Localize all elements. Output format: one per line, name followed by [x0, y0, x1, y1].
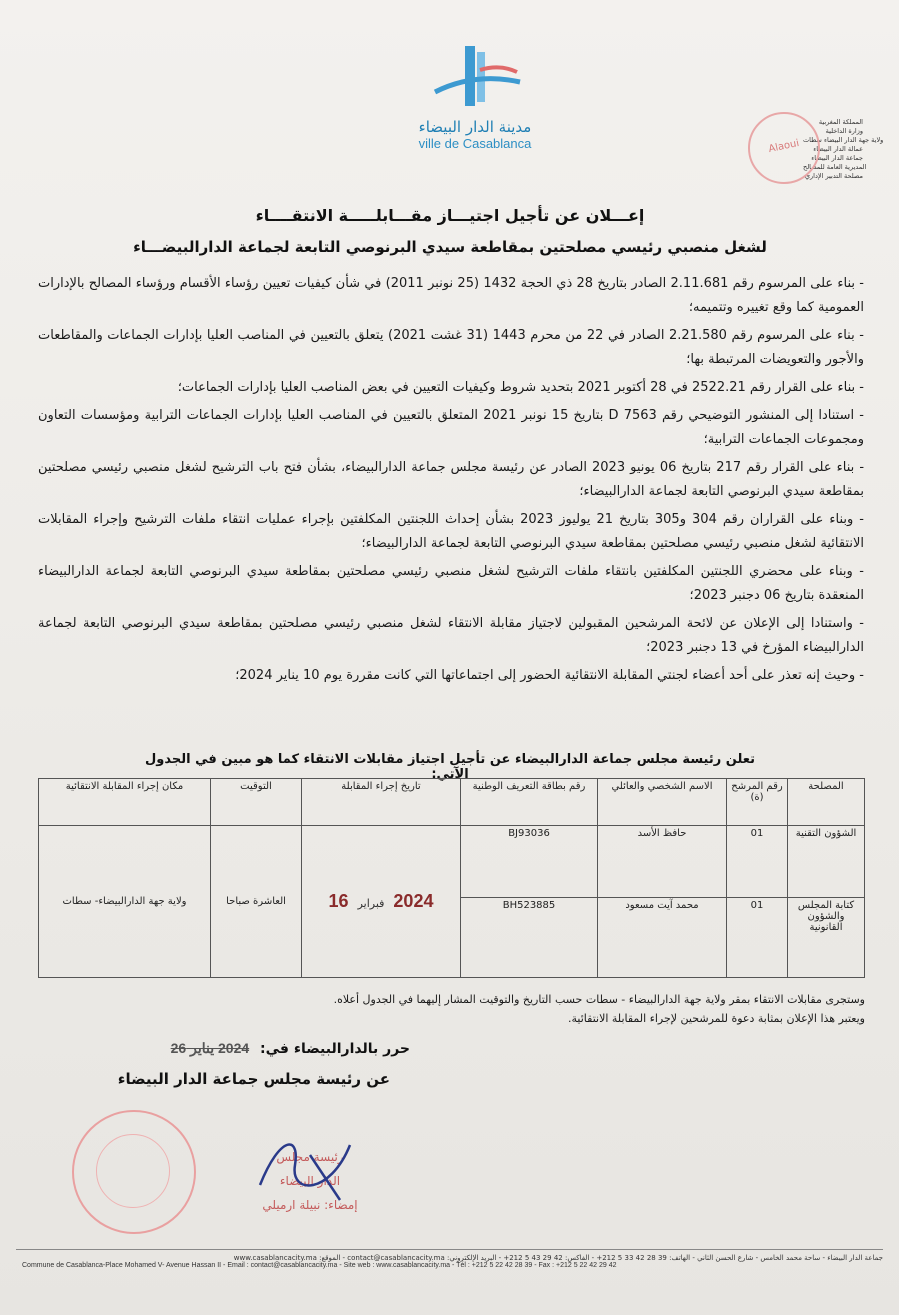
sign-line: الدار البيضاء — [279, 1174, 341, 1188]
service-cell: الشؤون التقنية — [788, 826, 865, 898]
paragraph: - واستنادا إلى الإعلان عن لائحة المرشحين المقبولين لاجتياز مقابلة الانتقاء لشغل منصبي رئيسي مصلحتين بمقاطعة سيدي البرنوصي التابعة لجماعة الدارالبيضاء المؤرخ في 13 دجنبر 2023؛ — [38, 616, 864, 655]
paragraph: - بناء على المرسوم رقم 2.21.580 الصادر في 22 من محرم 1443 (31 غشت 2021) يتعلق بالتعيين في المناصب العليا بإدارات الجماعات والمقاطعات والأجور والتعويضات المرتبطة بها؛ — [38, 328, 864, 367]
interview-date-cell — [302, 826, 461, 978]
seal-inner-ring — [96, 1134, 170, 1208]
footer-arabic: جماعة الدار البيضاء - ساحة محمد الخامس - شارع الحسن الثاني - الهاتف: 39 28 42 33 5 212+ - الفاكس: 42 29 43 5 212+ - البريد الإلكتروني: contact@casablancacity.ma - الموقع: www.casablancacity.ma — [233, 1254, 883, 1262]
header-cell: تاريخ إجراء المقابلة — [302, 779, 461, 826]
date-month: فبراير — [357, 897, 385, 910]
header-line: مصلحة التدبير الإداري — [804, 172, 863, 180]
cin-cell: BH523885 — [461, 898, 598, 978]
place-cell: ولاية جهة الدارالبيضاء- سطات — [39, 826, 211, 978]
sign-line: إمضاء: نبيلة ارميلي — [262, 1198, 358, 1212]
paragraph: - بناء على المرسوم رقم 2.11.681 الصادر بتاريخ 28 ذي الحجة 1432 (25 نونبر 2011) في شأن كيفيات تعيين رؤساء الأقسام ورؤساء المصالح بالإدارات العمومية كما وقع تغييره وتتميمه؛ — [38, 276, 865, 315]
closing-notes — [300, 990, 865, 1028]
paragraph: - استنادا إلى المنشور التوضيحي رقم D 7563 بتاريخ 15 نونبر 2021 المتعلق بالتعيين في المناصب العليا بإدارات الجماعات الترابية ومؤسسات التعاون ومجموعات الجماعات الترابية؛ — [38, 408, 864, 447]
casablanca-logo-icon — [425, 42, 525, 112]
header-cell: التوقيت — [211, 779, 302, 826]
paragraph: - وحيث إنه تعذر على أحد أعضاء لجنتي المقابلة الانتقائية الحضور إلى اجتماعاتها التي كانت مقررة يوم 10 يناير 2024؛ — [235, 668, 864, 683]
note-line: وستجرى مقابلات الانتقاء بمقر ولاية جهة الدارالبيضاء - سطات حسب التاريخ والتوقيت المشار إليهما في الجدول أعلاه. — [333, 993, 865, 1006]
time-cell: العاشرة صباحا — [211, 826, 302, 978]
cin-cell: BJ93036 — [461, 826, 598, 898]
page-footer — [0, 1245, 899, 1269]
legal-basis-text — [38, 272, 864, 692]
header-line: وزارة الداخلية — [825, 127, 863, 135]
paragraph: - بناء على القرار رقم 2522.21 في 28 أكتوبر 2021 بتحديد شروط وكيفيات التعيين في بعض المناصب العليا بإدارات الجماعات؛ — [177, 380, 864, 395]
received-stamp — [748, 112, 820, 184]
city-logo — [395, 42, 555, 151]
logo-french-text: ville de Casablanca — [418, 136, 532, 151]
header-line: عمالة الدار البيضاء — [813, 145, 863, 153]
service-cell: كتابة المجلس والشؤون القانونية — [788, 898, 865, 978]
handwritten-signature-icon — [240, 1125, 380, 1205]
candidate-number-cell: 01 — [727, 826, 788, 898]
date-day: 16 — [328, 891, 349, 911]
signed-at-line — [90, 1040, 410, 1057]
table-intro: تعلن رئيسة مجلس جماعة الدارالبيضاء عن تأجيل اجتياز مقابلات الانتقاء كما هو مبين في الجدول الآتي: — [145, 752, 755, 782]
header-cell: مكان إجراء المقابلة الانتقائية — [39, 779, 211, 826]
table-row — [39, 826, 865, 898]
paragraph: - وبناء على القراران رقم 304 و305 بتاريخ 21 يوليوز 2023 بشأن إحداث اللجنتين المكلفتين بإجراء عمليات انتقاء ملفات الترشيح وإجراء المقابلات الانتقائية لشغل منصبي رئيسي مصلحتين بمقاطعة سيدي البرنوصي التابعة لجماعة الدارالبيضاء؛ — [38, 512, 864, 551]
header-line: المديرية العامة للمصالح — [803, 163, 867, 171]
struck-date: 2024 يناير 26 — [170, 1040, 250, 1056]
header-line: المملكة المغربية — [818, 118, 863, 126]
table-header-row — [39, 779, 865, 826]
official-seal — [72, 1110, 196, 1234]
stamp-text: Alaoui — [767, 137, 801, 156]
signature-block — [230, 1145, 390, 1217]
candidate-name-cell: محمد آيت مسعود — [598, 898, 727, 978]
footer-divider — [16, 1249, 883, 1250]
announcement-title: إعـــلان عن تأجيل اجتيـــاز مقـــابلـــــة الانتقــــاء — [255, 206, 645, 225]
logo-arabic-text: مدينة الدار البيضاء — [418, 118, 532, 136]
interview-schedule-table — [38, 778, 865, 978]
header-cell: المصلحة — [788, 779, 865, 826]
header-line: جماعة الدار البيضاء — [811, 154, 863, 162]
header-line: ولاية جهة الدار البيضاء سطات — [803, 136, 884, 144]
header-cell: رقم المرشح (ة) — [727, 779, 788, 826]
paragraph: - وبناء على محضري اللجنتين المكلفتين بانتقاء ملفات الترشيح لشغل منصبي رئيسي مصلحتين بمقاطعة سيدي البرنوصي التابعة لجماعة الدارالبيضاء المنعقدة بتاريخ 06 دجنبر 2023؛ — [38, 564, 864, 603]
date-stamp — [329, 891, 434, 911]
paragraph: - بناء على القرار رقم 217 بتاريخ 06 يونيو 2023 الصادر عن رئيسة مجلس جماعة الدارالبيضاء، بشأن فتح باب الترشيح لشغل منصبي رئيسي مصلحتين بمقاطعة سيدي البرنوصي التابعة لجماعة الدارالبيضاء؛ — [38, 460, 865, 499]
announcement-subtitle: لشغل منصبي رئيسي مصلحتين بمقاطعة سيدي البرنوصي التابعة لجماعة الدارالبيضـــاء — [133, 238, 767, 256]
candidate-name-cell: حافظ الأسد — [598, 826, 727, 898]
header-cell: رقم بطاقة التعريف الوطنية — [461, 779, 598, 826]
made-at-label: حرر بالدارالبيضاء في: — [260, 1041, 410, 1057]
note-line: ويعتبر هذا الإعلان بمثابة دعوة للمرشحين لإجراء المقابلة الانتقائية. — [568, 1012, 865, 1025]
date-year: 2024 — [393, 891, 434, 911]
header-cell: الاسم الشخصي والعائلي — [598, 779, 727, 826]
president-title: عن رئيسة مجلس جماعة الدار البيضاء — [117, 1070, 390, 1088]
sign-line: رئيسة مجلس — [276, 1150, 344, 1164]
footer-french: Commune de Casablanca-Place Mohamed V- Avenue Hassan II - Email : contact@casablancacity.ma - Site web : www.casablancacity.ma - Tél : +212 5 22 42 28 39 - Fax : +212 5 22 42 29 42 — [22, 1262, 617, 1269]
candidate-number-cell: 01 — [727, 898, 788, 978]
